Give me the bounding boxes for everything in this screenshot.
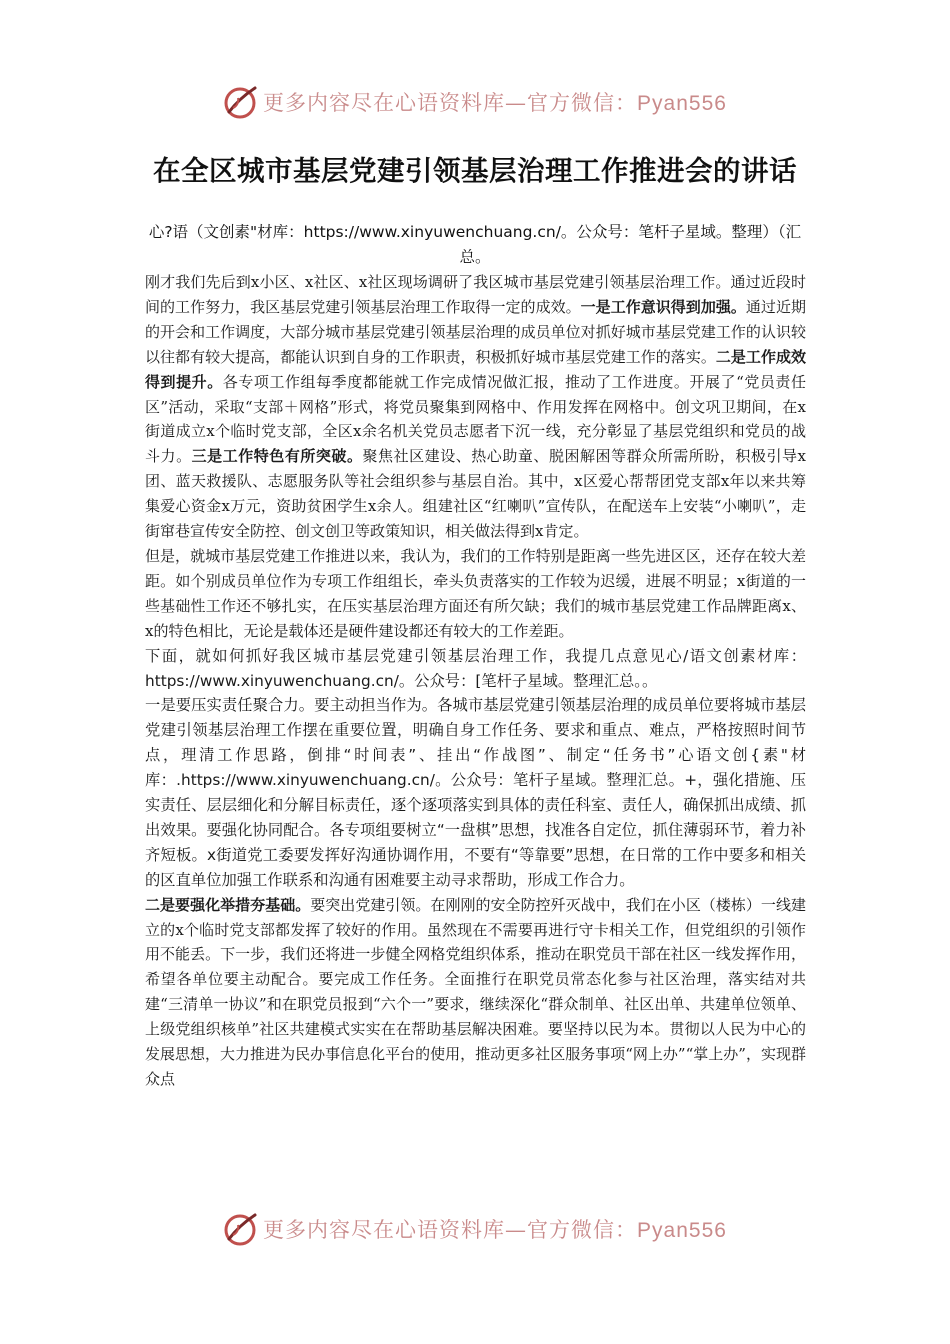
banner-wechat-id: Pyan556 (637, 1219, 727, 1242)
banner-text: 更多内容尽在心语资料库—官方微信：Pyan556 (263, 91, 727, 115)
document-title: 在全区城市基层党建引领基层治理工作推进会的讲话 (153, 155, 797, 187)
banner-wechat-id: Pyan556 (637, 92, 727, 115)
banner-text: 更多内容尽在心语资料库—官方微信：Pyan556 (263, 1218, 727, 1242)
header-watermark-banner (0, 80, 950, 124)
document-body (145, 270, 806, 1092)
paragraph-2: 但是，就城市基层党建工作推进以来，我认为，我们的工作特别是距离一些先进区区，还存在较大差距。如个别成员单位作为专项工作组组长，牵头负责落实的工作较为迟缓，进展不明显；x街道的一些基础性工作还不够扎实，在压实基层治理方面还有所欠缺；我们的城市基层党建工作品牌距离x、x的特色相比，无论是载体还是硬件建设都还有较大的工作差距。 (145, 546, 806, 640)
footer-watermark-banner (0, 1207, 950, 1251)
paragraph-4: 一是要压实责任聚合力。要主动担当作为。各城市基层党建引领基层治理的成员单位要将城市基层党建引领基层治理工作摆在重要位置，明确自身工作任务、要求和重点、难点，严格按照时间节点，理清工作思路，倒排“时间表”、挂出“作战图”、制定“任务书”心语文创{素"材库：.https://www.xinyuwenchuang.cn/。公众号：笔杆子星域。整理汇总。+，强化措施、压实责任、层层细化和分解目标责任，逐个逐项落实到具体的责任科室、责任人，确保抓出成绩、抓出效果。要强化协同配合。各专项组要树立“一盘棋”思想，找准各自定位，抓住薄弱环节，着力补齐短板。x街道党工委要发挥好沟通协调作用，不要有“等靠要”思想，在日常的工作中要多和相关的区直单位加强工作联系和沟通有困难要主动寻求帮助，形成工作合力。 (145, 696, 806, 889)
brush-logo-icon (223, 84, 259, 120)
paragraph-3: 下面，就如何抓好我区城市基层党建引领基层治理工作，我提几点意见心/语文创素材库：https://www.xinyuwenchuang.cn/。公众号：[笔杆子星域。整理汇总。。 (145, 646, 806, 690)
paragraph-1: 刚才我们先后到x小区、x社区、x社区现场调研了我区城市基层党建引领基层治理工作。通过近段时间的工作努力，我区基层党建引领基层治理工作取得一定的成效。一是工作意识得到加强。通过近期的开会和工作调度，大部分城市基层党建引领基层治理的成员单位对抓好城市基层党建工作的认识较以往都有较大提高，都能认识到自身的工作职责，积极抓好城市基层党建工作的落实。二是工作成效得到提升。各专项工作组每季度都能就工作完成情况做汇报，推动了工作进度。开展了“党员责任区”活动，采取“支部＋网格”形式，将党员聚集到网格中、作用发挥在网格中。创文巩卫期间，在x街道成立x个临时党支部，全区x余名机关党员志愿者下沉一线，充分彰显了基层党组织和党员的战斗力。三是工作特色有所突破。聚焦社区建设、热心助童、脱困解困等群众所需所盼，积极引导x团、蓝天救援队、志愿服务队等社会组织参与基层自治。其中，x区爱心帮帮团党支部x年以来共筹集爱心资金x万元，资助贫困学生x余人。组建社区“红喇叭”宣传队，在配送车上安装“小喇叭”，走街窜巷宣传安全防控、创文创卫等政策知识，相关做法得到x肯定。 (145, 273, 806, 541)
brush-logo-icon (223, 1211, 259, 1247)
source-line: 心?语（文创素"材库：https://www.xinyuwenchuang.cn/。公众号：笔杆子星域。整理）（汇总。 (148, 223, 802, 266)
paragraph-5: 二是要强化举措夯基础。要突出党建引领。在刚刚的安全防控歼灭战中，我们在小区（楼栋）一线建立的x个临时党支部都发挥了较好的作用。虽然现在不需要再进行守卡相关工作，但党组织的引领作用不能丢。下一步，我们还将进一步健全网格党组织体系，推动在职党员干部在社区一线发挥作用，希望各单位要主动配合。要完成工作任务。全面推行在职党员常态化参与社区治理，落实结对共建“三清单一协议”和在职党员报到“六个一”要求，继续深化“群众制单、社区出单、共建单位领单、上级党组织核单”社区共建模式实实在在帮助基层解决困难。要坚持以民为本。贯彻以人民为中心的发展思想，大力推进为民办事信息化平台的使用，推动更多社区服务事项“网上办”“掌上办”，实现群众点 (145, 895, 806, 1088)
